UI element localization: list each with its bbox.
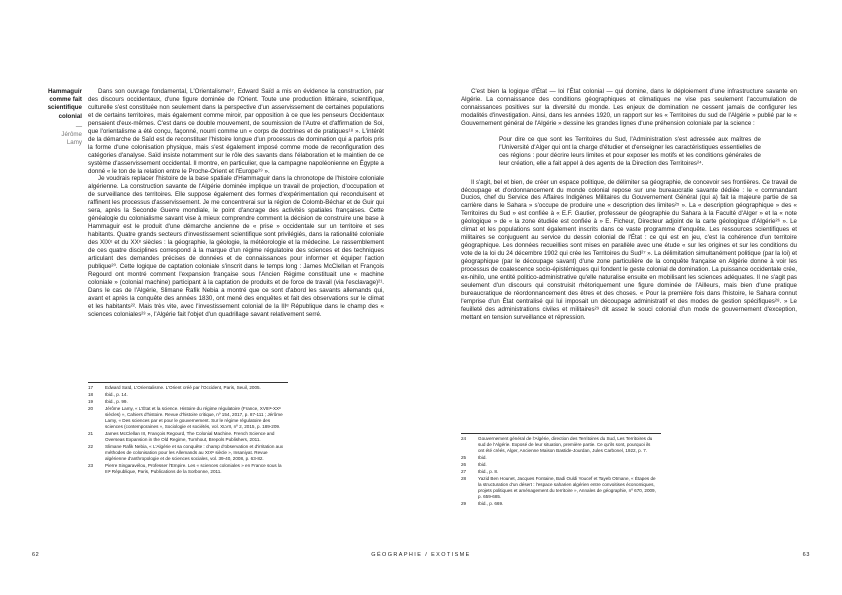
block-quote: Pour dire ce que sont les Territoires du Sud, l'Administration s'est adressée aux maîtres de l'Université d'Alger qui ont la charge d'étudier et d'enseigner les caractéristiques essentielles de ces régions : pour décrire leurs limites et pour exposer les motifs et les conditions générales de leur création, elle a fait appel à des agents de la Direction des Territoires²⁴. [499, 135, 761, 168]
author-last-name: Lamy [66, 139, 82, 147]
right-body-text [461, 88, 797, 322]
right-page [421, 0, 842, 595]
footnote-text: Yazid Ben Hounet, Jacques Fontaine, Badi Ouldi Youcef et Tayeb Otmane, « Étapes de la structuration d'un désert : l'espace saharien algérien entre convoitises économiques, projets politiques et aménagement du territoire », Annales de géographie, nº 670, 2009, p. 659-685. [478, 476, 656, 499]
footnote-number: 19 [88, 399, 94, 405]
footnote-text: Ibid. [478, 462, 487, 467]
footnote [461, 462, 657, 468]
footnote-number: 21 [88, 431, 94, 437]
footnote-text: Pierre Singaravélou, Professer l'Empire. Les « sciences coloniales » en France sous la IIIᵉ République, Paris, Publications de la Sorbonne, 2011. [105, 463, 282, 474]
footnote-text: Ibid., p. 669. [478, 501, 504, 506]
footnote [88, 463, 284, 475]
paragraph: C'est bien la logique d'État — loi l'État colonial — qui domine, dans le déploiement d'une infrastructure savante en Algérie. La connaissance des conditions géographiques et climatiques ne vise pas seulement l'accumulation de connaissances positives sur la diversité du monde. Les enjeux de domination ne cessent jamais de configurer les modalités d'investigation. Ainsi, dans les années 1920, un rapport sur les « Territoires du sud de l'Algérie » publié par le « Gouvernement général de l'Algérie » dessine les grandes lignes d'une préhension coloniale par la science : [461, 88, 797, 127]
footnote-number: 17 [88, 385, 94, 390]
footnote-rule [461, 433, 661, 434]
footnote [461, 476, 657, 500]
footnote-number: 27 [461, 469, 467, 475]
footnote-number: 24 [461, 436, 467, 441]
footnote-text: Ibid., p. 8. [478, 469, 499, 475]
footnote-number: 26 [461, 462, 467, 467]
footnote [461, 436, 657, 454]
footnote-text: Edward Saïd, L'Orientalisme. L'Orient créé par l'Occident, Paris, Seuil, 2005. [105, 385, 261, 390]
footnote-text: Ibid., p. 99. [105, 399, 128, 405]
footnote [88, 392, 284, 398]
footnote-text: James McClellan III, François Regourd, The Colonial Machine. French Science and Overseas Expansion in the Old Regime, Turnhout, Brepols Publishers, 2011. [105, 431, 275, 442]
paragraph: Je voudrais replacer l'histoire de la base spatiale d'Hammaguir dans la chronotope de l'histoire coloniale algérienne. La construction savante de l'Algérie dominée implique un travail de projection, d'occupation et de surveillance des territoires. Elle suppose également des formes d'expérimentation qui reconduisent et raffinent les processus d'asservissement. Je me concentrerai sur la région de Colomb-Béchar et de Guir qui sera, après la Seconde Guerre mondiale, le point d'ancrage des activités spatiales françaises. Cette généalogie du colonialisme savant vise à mieux comprendre comment la décision de construire une base à Hammaguir est le produit d'une démarche ancienne de « prise » occidentale sur un territoire et ses habitants. Quatre grands secteurs d'investissement scientifique sont privilégiés, dans la rationalité coloniale des XIXᵉ et du XXᵉ siècles : la géographie, la géologie, la météorologie et la médecine. Le rassemblement de ces quatre disciplines correspond à la marque d'un régime régulatoire des sciences et des techniques articulant des demandes précises de données et de connaissances pour informer et équiper l'action publique²⁰. Cette logique de captation coloniale s'inscrit dans le temps long : James McClellan et François Regourd ont montré comment l'expansion française sous l'Ancien Régime constituait une « machine coloniale » (colonial machine) participant à la captation de produits et de force de travail (via l'esclavage)²¹. Dans le cas de l'Algérie, Slimane Rafik Nebia a montré que ce sont d'abord les savants allemands qui, avant et après la conquête des années 1830, ont mené des enquêtes et fait des observations sur le climat et les habitants²². Mais très vite, avec l'investissement colonial de la IIIᵉ République dans le champ des « sciences coloniales²³ », l'Algérie fait l'objet d'un quadrillage savant relativement serré. [88, 175, 384, 318]
footnote-text: Ibid., p. 14. [105, 392, 128, 398]
paragraph: Dans son ouvrage fondamental, L'Orientalisme¹⁷, Edward Saïd a mis en évidence la construction, par des discours occidentaux, d'une figure dominée de l'Orient. Toute une production littéraire, scientifique, culturelle s'est constituée non seulement dans la perspective d'un asservissement de certaines populations et de certains territoires, mais également comme miroir, par opposition à ce que les penseurs Occidentaux pensaient d'eux-mêmes. C'est dans ce double mouvement, de soumission de l'Autre et d'affirmation de Soi, que l'orientalisme a été conçu, façonné, nourri comme un « corps de doctrines et de pratiques¹⁸ ». L'intérêt de la démarche de Saïd est de reconstituer l'histoire longue d'un processus de domination qui a parfois pris la forme d'une colonisation physique, mais s'est également imposé comme mode de reconfiguration des catégories d'analyse. Saïd insiste notamment sur le rôle des savants dans l'élaboration et le maintien de ce système d'asservissement occidental. Il montre, en particulier, que la campagne napoléonienne en Égypte a donné « le ton de la relation entre le Proche-Orient et l'Europe¹⁹ ». [88, 88, 384, 175]
article-sidebar [40, 88, 82, 147]
footnote [88, 406, 284, 430]
left-footnotes [88, 385, 284, 476]
footnote-number: 28 [461, 476, 467, 482]
page-number-right: 63 [802, 552, 810, 558]
footnote-number: 18 [88, 392, 94, 398]
page-number-left: 62 [32, 552, 40, 558]
footnote [88, 431, 284, 443]
footnote [88, 444, 284, 462]
footnote-number: 23 [88, 463, 94, 468]
paragraph: Il s'agit, bel et bien, de créer un espace politique, de délimiter sa géographie, de concevoir ses frontières. Ce travail de découpage et d'ordonnancement du monde colonial repose sur une bureaucratie savante dédiée : le « commandant Ducios, chef du Service des Affaires Indigènes Militaires du Gouvernement Général (qui a) fait la majeure partie de sa carrière dans le Sahara » s'occupe de produire une « description des limites²⁵ ». La « description géographique » des « Territoires du Sud » est confiée à « E.F. Gautier, professeur de géographie du Sahara à la Faculté d'Alger » et la « note géologique » de « la zone étudiée est confiée à » E. Ficheur, Directeur adjoint de la carte géologique d'Algérie²⁶ ». Le climat et les populations sont également inscrits dans ce vaste programme d'enquête. Les ressources scientifiques et militaires se conjuguent au service du dessin colonial de l'État : ce qui est en jeu, c'est la cohérence d'un territoire géographique. Les données recueillies sont mises en parallèle avec une étude « sur les origines et sur les conditions du vote de la loi du 24 décembre 1902 qui crée les Territoires du Sud²⁷ ». La délimitation simultanément politique (par la loi) et géographique (par le découpage savant) d'une zone particulière de la conquête française en Algérie donne à voir les processus de coalescence socio-épistémiques qui fondent le geste colonial de domination. La puissance occidentale crée, ex-nihilo, une entité politico-administrative qu'elle naturalise ensuite en mobilisant les sciences adéquates. Il ne s'agit pas seulement d'un discours qui construisit rhétoriquement une figure dominée de l'Ailleurs, mais bien d'une pratique bureaucratique de réordonnancement des êtres et des choses. « Pour la première fois dans l'histoire, le Sahara connut l'emprise d'un État centralisé qui lui imposait un découpage administratif et des modes de gestion spécifiques²⁸. » Le feuilleté des administrations civiles et militaires²⁹ dit assez le souci colonial d'un mode de gouvernement d'exception, mettant en tension surveillance et répression. [461, 178, 797, 321]
author-first-name: Jérôme [61, 131, 82, 139]
footnote-number: 25 [461, 454, 467, 460]
footnote [461, 469, 657, 475]
sidebar-dash: — [75, 122, 82, 130]
footnote [88, 399, 284, 405]
right-footnotes [461, 436, 657, 508]
footnote [461, 455, 657, 461]
footnote-text: Jérôme Lamy, « L'État et la science. Histoire du régime régulatoire (France, XVIIIᵉ-XXᵉ siècles) », Cahiers d'histoire. Revue d'histoire critique, nº 154, 2017, p. 87-111 ; Jérôme Lamy, « Des sciences par et pour le gouvernement. Sur le régime régulatoire des sciences (contemporaines », Sociologie et sociétés, vol. XLVII, nº 2, 2015, p. 189-209. [105, 406, 283, 429]
article-title: Hammaguir comme fait scientifique colonial [47, 88, 82, 120]
footnote [461, 501, 657, 507]
left-body-text [88, 88, 384, 319]
footnote-number: 22 [88, 444, 94, 450]
footnote-text: Gouvernement général de l'Algérie, direction des Territoires du Sud, Les Territoires du sud de l'Algérie. Exposé de leur situation, première partie. Ce qu'ils sont, pourquoi ils ont été créés, Alger, Ancienne Maison Bastide-Jourdan, Jules Carbonel, 1922, p. 7. [478, 436, 653, 453]
footnote-rule [88, 382, 288, 383]
footnote [88, 385, 284, 391]
footnote-text: Ibid. [478, 454, 487, 460]
footnote-number: 29 [461, 501, 467, 506]
running-head: GÉOGRAPHIE / EXOTISME [371, 552, 471, 558]
footnote-text: Slimane Rafik Nebia, « L'Algérie et sa conquête : champ d'observation et d'irritation aux méthodes de colonisation pour les Allemands au XIXᵉ siècle », Insaniyat. Revue algérienne d'anthropologie et de sciences sociales, vol. 39-40, 2008, p. 63-82. [105, 444, 284, 461]
footnote-number: 20 [88, 406, 94, 412]
